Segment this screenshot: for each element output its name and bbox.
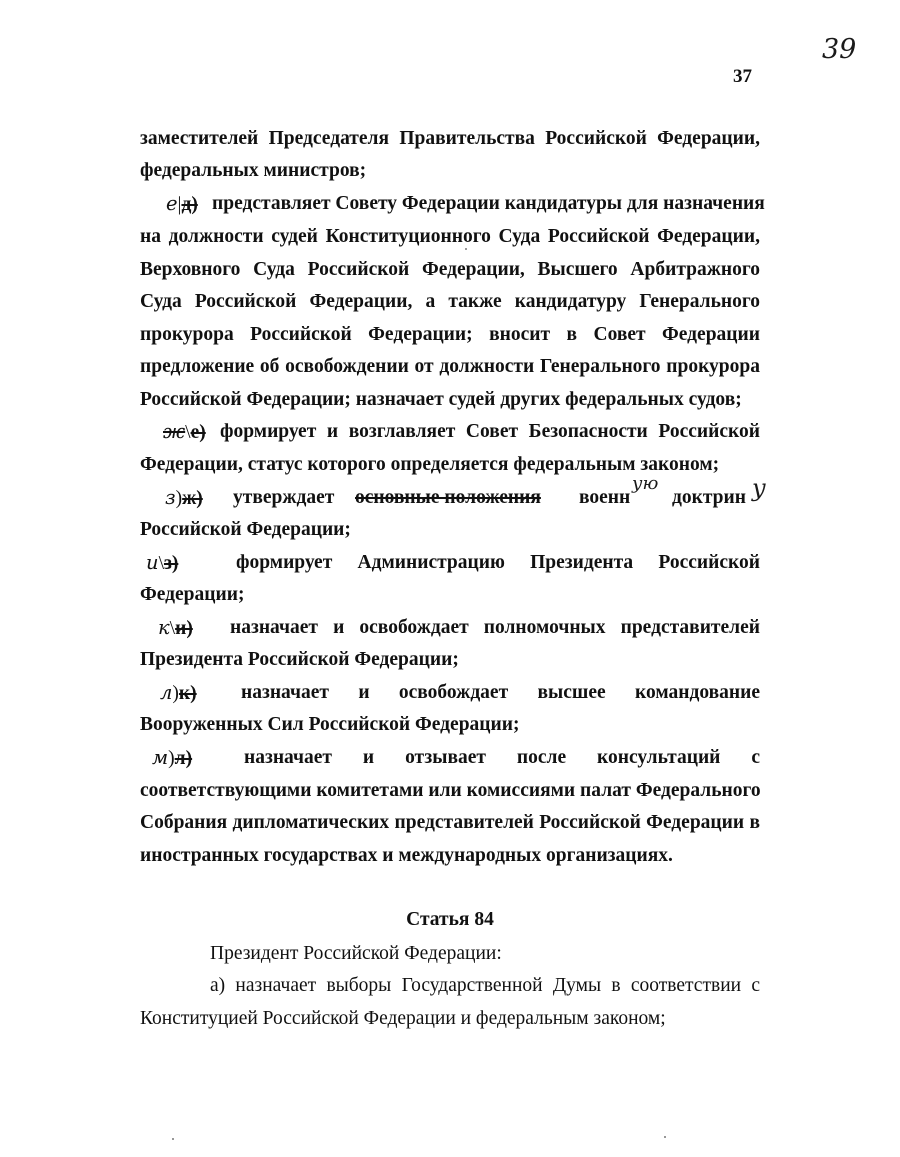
struck-letter-d: д) xyxy=(181,194,198,215)
text-line: назначает и освобождает высшее командование xyxy=(241,682,760,703)
text-line: Вооруженных Сил Российской Федерации; xyxy=(140,714,520,735)
struck-letter-l: л) xyxy=(174,748,193,769)
clause-zh-marker xyxy=(163,420,206,445)
handwritten-bracket: | xyxy=(177,194,182,215)
struck-letter-i: и) xyxy=(175,618,193,639)
text-line: Верховного Суда Российской Федерации, Высшего Арбитражного xyxy=(140,259,760,280)
text-line: утверждает xyxy=(233,487,335,508)
handwritten-bracket: ) xyxy=(168,748,175,769)
article-heading: Статья 84 xyxy=(406,909,494,930)
text-line: Президента Российской Федерации; xyxy=(140,649,459,670)
text-line: Собрания дипломатических представителей Российской Федерации в xyxy=(140,812,760,833)
clause-e-first-line xyxy=(166,192,198,217)
handwritten-bracket: ) xyxy=(175,488,183,509)
handwritten-letter-l: л xyxy=(160,681,173,704)
text-line: Федерации; xyxy=(140,584,245,605)
text-line: назначает и отзывает после консультаций с xyxy=(244,747,760,768)
clause-m-marker xyxy=(152,746,192,771)
clause-k-marker xyxy=(158,616,193,641)
handwritten-letter-m: м xyxy=(152,746,169,769)
text-line: формирует и возглавляет Совет Безопасности Российской xyxy=(220,421,760,442)
handwritten-letter-i: и xyxy=(146,551,159,574)
printed-page-number: 37 xyxy=(733,66,752,87)
text-line: соответствующими комитетами или комиссиями палат Федерального xyxy=(140,780,761,801)
text-line: федеральных министров; xyxy=(140,160,367,181)
handwritten-bracket: ) xyxy=(172,683,179,704)
text-line: иностранных государствах и международных организациях. xyxy=(140,845,673,866)
text-line: формирует Администрацию Президента Российской xyxy=(236,552,760,573)
article-item-a-line: а) назначает выборы Государственной Думы в соответствии с xyxy=(210,975,760,996)
clause-i-marker xyxy=(146,551,178,576)
text-line: назначает и освобождает полномочных представителей xyxy=(230,617,760,638)
scan-speck xyxy=(172,1138,174,1140)
clause-l-marker xyxy=(160,681,197,706)
handwritten-insertion: ую xyxy=(632,473,659,494)
handwritten-page-number: 39 xyxy=(822,34,857,65)
text-line: Российской Федерации; xyxy=(140,519,351,540)
handwritten-bracket: \ xyxy=(158,553,164,574)
struck-letter-e: е) xyxy=(190,422,206,443)
handwritten-letter-e: е xyxy=(166,192,178,215)
text-line: Российской Федерации; назначает судей других федеральных судов; xyxy=(140,389,742,410)
handwritten-letter-z: з xyxy=(165,486,176,509)
handwritten-bracket: \ xyxy=(185,422,191,443)
scan-speck xyxy=(664,1136,666,1138)
text-line: заместителей Председателя Правительства Российской Федерации, xyxy=(140,128,760,149)
text-line: на должности судей Конституционного Суда Российской Федерации, xyxy=(140,226,760,247)
handwritten-insertion: у xyxy=(752,474,766,502)
struck-letter-z: з) xyxy=(163,553,179,574)
text-line: Суда Российской Федерации, а также кандидатуру Генерального xyxy=(140,291,760,312)
handwritten-letter-k: к xyxy=(158,616,170,639)
struck-letter-k: к) xyxy=(178,683,197,704)
scan-speck xyxy=(465,248,467,250)
text-line: представляет Совету Федерации кандидатуры для назначения xyxy=(212,193,765,214)
text-line: предложение об освобождении от должности Генерального прокурора xyxy=(140,356,760,377)
article-intro: Президент Российской Федерации: xyxy=(210,943,502,964)
text-line: военн xyxy=(579,487,631,508)
struck-text: основные положения xyxy=(355,487,541,508)
handwritten-bracket: \ xyxy=(169,618,176,639)
handwritten-letter-zh: ж xyxy=(163,420,186,443)
text-line: доктрин xyxy=(672,487,746,508)
struck-letter-zh: ж) xyxy=(182,488,203,509)
text-line: Федерации, статус которого определяется федеральным законом; xyxy=(140,454,720,475)
text-line: прокурора Российской Федерации; вносит в Совет Федерации xyxy=(140,324,760,345)
article-item-a-line: Конституцией Российской Федерации и федеральным законом; xyxy=(140,1008,666,1029)
clause-z-marker xyxy=(165,486,203,511)
